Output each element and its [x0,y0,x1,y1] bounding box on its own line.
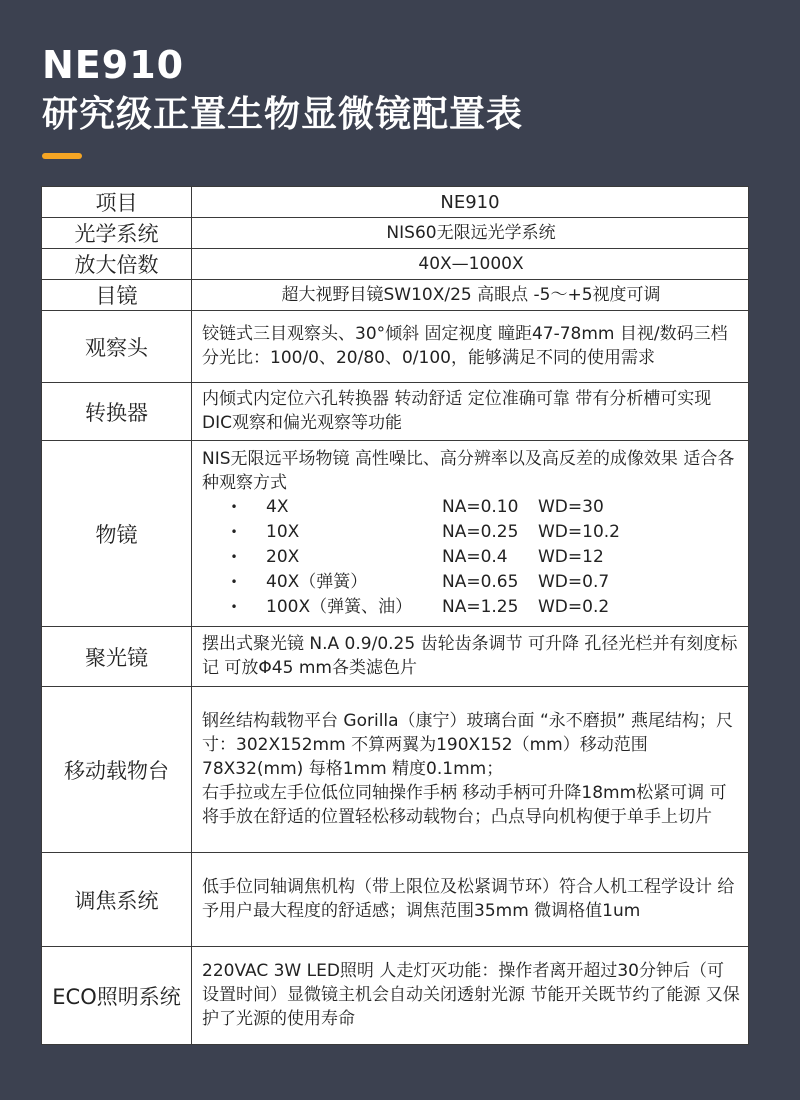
row-label: 聚光镜 [42,627,192,687]
objective-magnification: 100X（弹簧、油） [266,596,413,617]
objective-magnification: 40X（弹簧） [266,571,368,592]
bullet-icon: • [230,549,238,564]
row-label: 观察头 [42,311,192,383]
header-item-cell: 项目 [42,187,192,218]
row-value [192,687,749,853]
table-header-row [42,187,749,218]
row-value: 220VAC 3W LED照明 人走灯灭功能：操作者离开超过30分钟后（可设置时间）显微镜主机会自动关闭透射光源 节能开关既节约了能源 又保护了光源的使用寿命 [192,947,749,1045]
list-item [202,570,740,595]
table-row-stage [42,687,749,853]
objective-wd: WD=30 [538,496,604,517]
row-value: NIS60无限远光学系统 [192,218,749,249]
objective-intro: NIS无限远平场物镜 高性噪比、高分辨率以及高反差的成像效果 适合各种观察方式 [202,448,735,493]
row-label: 移动载物台 [42,687,192,853]
row-value: 内倾式内定位六孔转换器 转动舒适 定位准确可靠 带有分析槽可实现DIC观察和偏光观察等功能 [192,383,749,441]
objective-wd: WD=0.7 [538,571,610,592]
objective-na: NA=0.4 [442,546,508,567]
title-accent-bar [42,153,82,159]
page-title: 研究级正置生物显微镜配置表 [42,94,524,135]
stage-line-2: 右手拉或左手位低位同轴操作手柄 移动手柄可升降18mm松紧可调 可将手放在舒适的位置轻松移动载物台；凸点导向机构便于单手上切片 [202,783,727,827]
page-title-model: NE910 [42,43,185,87]
objective-magnification: 20X [266,546,300,567]
row-label: ECO照明系统 [42,947,192,1045]
table-row-optics [42,218,749,249]
objective-magnification: 10X [266,521,300,542]
table-row-head [42,311,749,383]
stage-line-1: 钢丝结构载物平台 Gorilla（康宁）玻璃台面 “永不磨损” 燕尾结构；尺寸：302X152mm 不算两翼为190X152（mm）移动范围78X32(mm) 每格1mm 精度0.1mm； [202,711,733,779]
bullet-icon: • [230,574,238,589]
row-value: 低手位同轴调焦机构（带上限位及松紧调节环）符合人机工程学设计 给予用户最大程度的舒适感；调焦范围35mm 微调格值1um [192,853,749,947]
objective-na: NA=0.25 [442,521,519,542]
table-row-nosepiece [42,383,749,441]
row-value: 铰链式三目观察头、30°倾斜 固定视度 瞳距47-78mm 目视/数码三档分光比：100/0、20/80、0/100，能够满足不同的使用需求 [192,311,749,383]
bullet-icon: • [230,524,238,539]
list-item [202,595,740,620]
table-row-focus [42,853,749,947]
row-value: 40X—1000X [192,249,749,280]
objective-wd: WD=0.2 [538,596,610,617]
objective-na: NA=1.25 [442,596,519,617]
header-model-cell: NE910 [192,187,749,218]
row-label: 转换器 [42,383,192,441]
spec-table [41,186,749,1045]
table-row-condenser [42,627,749,687]
row-label: 放大倍数 [42,249,192,280]
bullet-icon: • [230,499,238,514]
row-value: 摆出式聚光镜 N.A 0.9/0.25 齿轮齿条调节 可升降 孔径光栏并有刻度标记 可放Φ45 mm各类滤色片 [192,627,749,687]
row-value [192,441,749,627]
row-label: 物镜 [42,441,192,627]
objective-na: NA=0.65 [442,571,519,592]
objective-wd: WD=10.2 [538,521,620,542]
list-item [202,545,740,570]
row-label: 光学系统 [42,218,192,249]
list-item [202,520,740,545]
table-row-eyepiece [42,280,749,311]
list-item [202,495,740,520]
row-value: 超大视野目镜SW10X/25 高眼点 -5～+5视度可调 [192,280,749,311]
table-row-magnification [42,249,749,280]
objective-magnification: 4X [266,496,289,517]
objective-wd: WD=12 [538,546,604,567]
objective-list [202,495,740,620]
row-label: 调焦系统 [42,853,192,947]
title-block [42,42,523,140]
row-label: 目镜 [42,280,192,311]
objective-na: NA=0.10 [442,496,519,517]
table-row-illumination [42,947,749,1045]
table-row-objective [42,441,749,627]
bullet-icon: • [230,599,238,614]
